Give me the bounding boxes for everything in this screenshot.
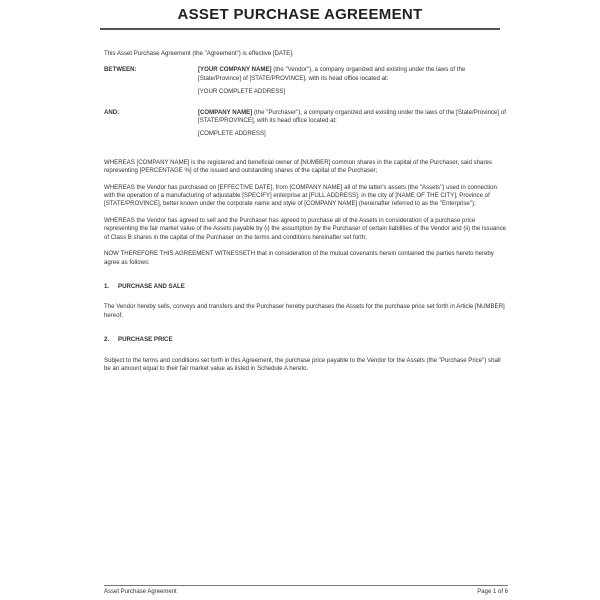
- whereas-paragraph: WHEREAS the Vendor has agreed to sell and the Purchaser has agreed to purchase all of the Assets in consideration of a purchase price representing the fair market value of the Assets payable by (i) the assumption by the Purchaser of certain liabilities of the Vendor and (ii) the issuance of Class B shares in the capital of the Purchaser on the terms and conditions hereinafter set forth;: [104, 216, 507, 241]
- document-title: ASSET PURCHASE AGREEMENT: [177, 6, 423, 23]
- section-number: 2.: [104, 336, 110, 344]
- vendor-name: [YOUR COMPANY NAME]: [198, 66, 272, 74]
- purchaser-address: [COMPLETE ADDRESS]: [198, 130, 266, 138]
- and-text: [198, 109, 508, 126]
- section-number: 1.: [104, 282, 110, 290]
- intro-paragraph: This Asset Purchase Agreement (the "Agreement") is effective [DATE].: [104, 50, 294, 57]
- between-text: [198, 66, 508, 83]
- title-divider: [100, 28, 500, 30]
- section-text: The Vendor hereby sells, conveys and transfers and the Purchaser hereby purchases the Assets for the purchase price set forth in Article [NUMBER] hereof.: [104, 303, 505, 319]
- whereas-paragraph: WHEREAS the Vendor has purchased on [EFFECTIVE DATE], from [COMPANY NAME] all of the latter's assets (the "Assets") used in connection with the operation of a manufacturing of adjustable [SPECIFY] enterprise at [FULL ADDRESS], in the city of [NAME OF THE CITY], Province of [STATE/PROVINCE], better known under the corporate name and style of [COMPANY NAME] (hereinafter referred to as the "Enterprise");: [104, 183, 497, 208]
- vendor-description: (the "Vendor"), a company organized and existing under the laws of the [State/Province] of [STATE/PROVINCE], with its head office located at:: [198, 66, 466, 82]
- footer-divider: [104, 585, 508, 586]
- section-text: Subject to the terms and conditions set forth in this Agreement, the purchase price payable to the Vendor for the Assets (the "Purchase Price") shall be an amount equal to their fair market value as listed in Schedule A hereto.: [104, 356, 501, 372]
- section-title: PURCHASE AND SALE: [118, 282, 185, 290]
- document-body: [104, 50, 508, 381]
- purchaser-name: [COMPANY NAME]: [198, 108, 253, 116]
- and-label: AND:: [104, 108, 120, 116]
- purchaser-description: (the "Purchaser"), a company organized and existing under the laws of the [State/Province] of [STATE/PROVINCE], with its head office located at:: [198, 108, 506, 125]
- whereas-paragraph: WHEREAS [COMPANY NAME] is the registered and beneficial owner of [NUMBER] common shares in the capital of the Purchaser, said shares representing [PERCENTAGE %] of the issued and outstanding shares of the capital of the Purchaser;: [104, 158, 492, 175]
- vendor-address: [YOUR COMPLETE ADDRESS]: [198, 88, 286, 96]
- footer-document-name: Asset Purchase Agreement: [104, 589, 177, 595]
- page-footer: [104, 589, 508, 595]
- between-label: BETWEEN:: [104, 66, 137, 74]
- section-heading: [104, 336, 508, 344]
- witnesseth-paragraph: NOW THEREFORE THIS AGREEMENT WITNESSETH that in consideration of the mutual covenants herein contained the parties hereto hereby agree as follows:: [104, 250, 494, 266]
- page-number: Page 1 of 6: [477, 589, 508, 595]
- party-and: [104, 109, 508, 126]
- section-title: PURCHASE PRICE: [118, 336, 173, 344]
- section-heading: [104, 283, 508, 291]
- party-between: [104, 66, 508, 83]
